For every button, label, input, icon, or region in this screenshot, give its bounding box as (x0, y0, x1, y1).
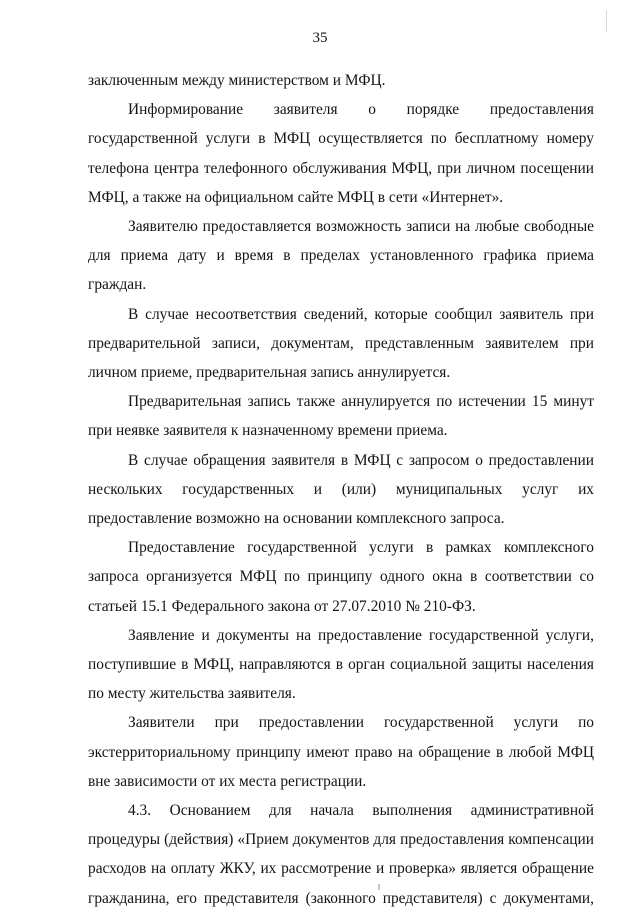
paragraph-informing: Информирование заявителя о порядке предоставления государственной услуги в МФЦ осуществляется по бесплатному номеру телефона центра телефонного обслуживания МФЦ, при личном посещении МФЦ, а также на официальном сайте МФЦ в сети «Интернет». (88, 101, 594, 206)
document-body (88, 66, 594, 913)
scan-mark-right (606, 10, 607, 32)
paragraph-appointment: Заявителю предоставляется возможность записи на любые свободные для приема дату и время в пределах установленного графика приема граждан. (88, 218, 594, 294)
paragraph-extraterritorial: Заявители при предоставлении государственной услуги по экстерриториальному принципу имеют право на обращение в любой МФЦ вне зависимости от их места регистрации. (88, 714, 594, 790)
paragraph-mismatch: В случае несоответствия сведений, которые сообщил заявитель при предварительной записи, документам, представленным заявителем при личном приеме, предварительная запись аннулируется. (88, 305, 594, 382)
paragraph-complex-request: В случае обращения заявителя в МФЦ с запросом о предоставлении нескольких государственных и (или) муниципальных услуг их предоставление возможно на основании комплексного запроса. (88, 451, 594, 528)
paragraph-documents-forwarding: Заявление и документы на предоставление государственной услуги, поступившие в МФЦ, направляются в орган социальной защиты населения по месту жительства заявителя. (88, 626, 594, 703)
paragraph-one-window: Предоставление государственной услуги в рамках комплексного запроса организуется МФЦ по принципу одного окна в соответствии со статьей 15.1 Федерального закона от 27.07.2010 № 210-ФЗ. (88, 539, 594, 615)
scan-mark-bottom (378, 884, 380, 890)
page-number: 35 (312, 30, 328, 46)
paragraph-section-4-3: 4.3. Основанием для начала выполнения административной процедуры (действия) «Прием документов для предоставления компенсации расходов на оплату ЖКУ, их рассмотрение и проверка» является обращение гражданина, его представителя (законного представителя) с документами, (88, 802, 594, 907)
paragraph-continuation: заключенным между министерством и МФЦ. (88, 72, 386, 89)
paragraph-cancellation: Предварительная запись также аннулируется по истечении 15 минут при неявке заявителя к назначенному времени приема. (88, 393, 594, 440)
